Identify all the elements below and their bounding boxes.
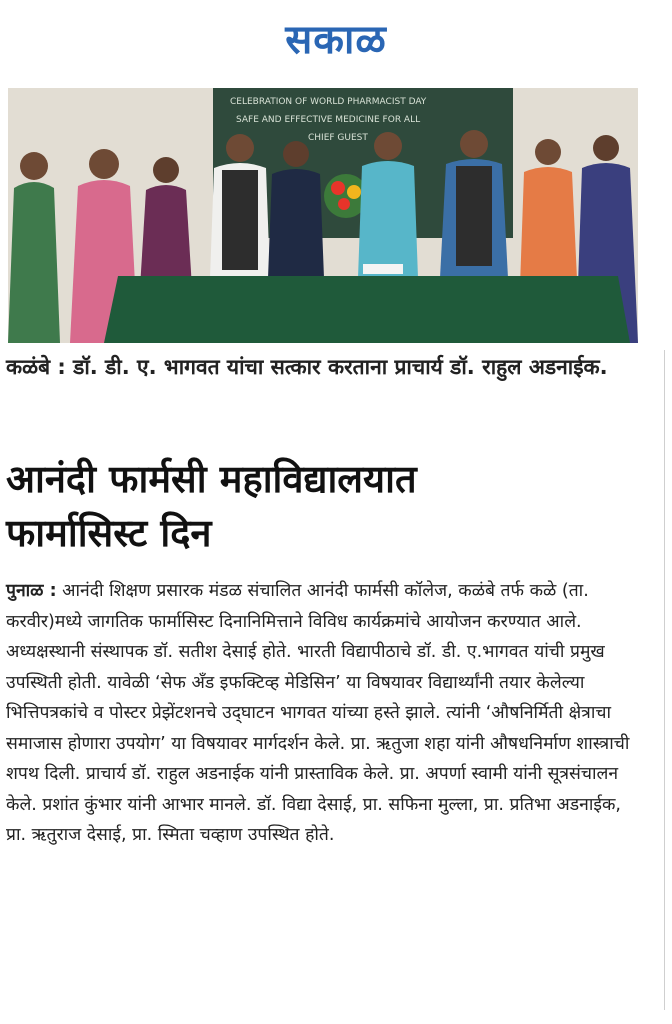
article-headline (6, 452, 646, 560)
photo-caption (6, 352, 646, 382)
article-body (6, 576, 646, 851)
masthead (0, 8, 672, 72)
board-text-2: SAFE AND EFFECTIVE MEDICINE FOR ALL (236, 115, 421, 125)
headline-line-1: आनंदी फार्मसी महाविद्यालयात (6, 457, 417, 501)
group-photo-illustration (8, 88, 638, 343)
news-photo (8, 88, 638, 343)
column-rule (664, 350, 665, 1010)
board-text-3: CHIEF GUEST (308, 133, 368, 143)
newspaper-logo: सकाळ (285, 17, 387, 63)
photo-table (104, 276, 630, 343)
caption-place: कळंबे : (6, 355, 66, 379)
caption-text: डॉ. डी. ए. भागवत यांचा सत्कार करताना प्राचार्य डॉ. राहुल अडनाईक. (65, 355, 608, 379)
board-text-1: CELEBRATION OF WORLD PHARMACIST DAY (230, 97, 427, 107)
headline-line-2: फार्मासिस्ट दिन (6, 511, 212, 555)
article-dateline: पुनाळ : (6, 581, 57, 601)
table-paper (363, 264, 403, 274)
article-body-text: आनंदी शिक्षण प्रसारक मंडळ संचालित आनंदी फार्मसी कॉलेज, कळंबे तर्फ कळे (ता. करवीर)मध्ये जागतिक फार्मासिस्ट दिनानिमित्ताने विविध कार्यक्रमांचे आयोजन करण्यात आले. अध्यक्षस्थानी संस्थापक डॉ. सतीश देसाई होते. भारती विद्यापीठाचे डॉ. डी. ए.भागवत यांची प्रमुख उपस्थिती होती. यावेळी ‘सेफ अँड इफक्टिव्ह मेडिसिन’ या विषयावर विद्यार्थ्यांनी तयार केलेल्या भित्तिपत्रकांचे व पोस्टर प्रेझेंटशनचे उद्‍घाटन भागवत यांच्या हस्ते झाले. त्यांनी ‘औषनिर्मिती क्षेत्राचा समाजास होणारा उपयोग’ या विषयावर मार्गदर्शन केले. प्रा. ऋतुजा शहा यांनी औषधनिर्माण शास्त्राची शपथ दिली. प्राचार्य डॉ. राहुल अडनाईक यांनी प्रास्ताविक केले. प्रा. अपर्णा स्वामी यांनी सूत्रसंचालन केले. प्रशांत कुंभार यांनी आभार मानले. डॉ. विद्या देसाई, प्रा. सफिना मुल्ला, प्रा. प्रतिभा अडनाईक, प्रा. ऋतुराज देसाई, प्रा. स्मिता चव्हाण उपस्थित होते. (6, 581, 630, 845)
